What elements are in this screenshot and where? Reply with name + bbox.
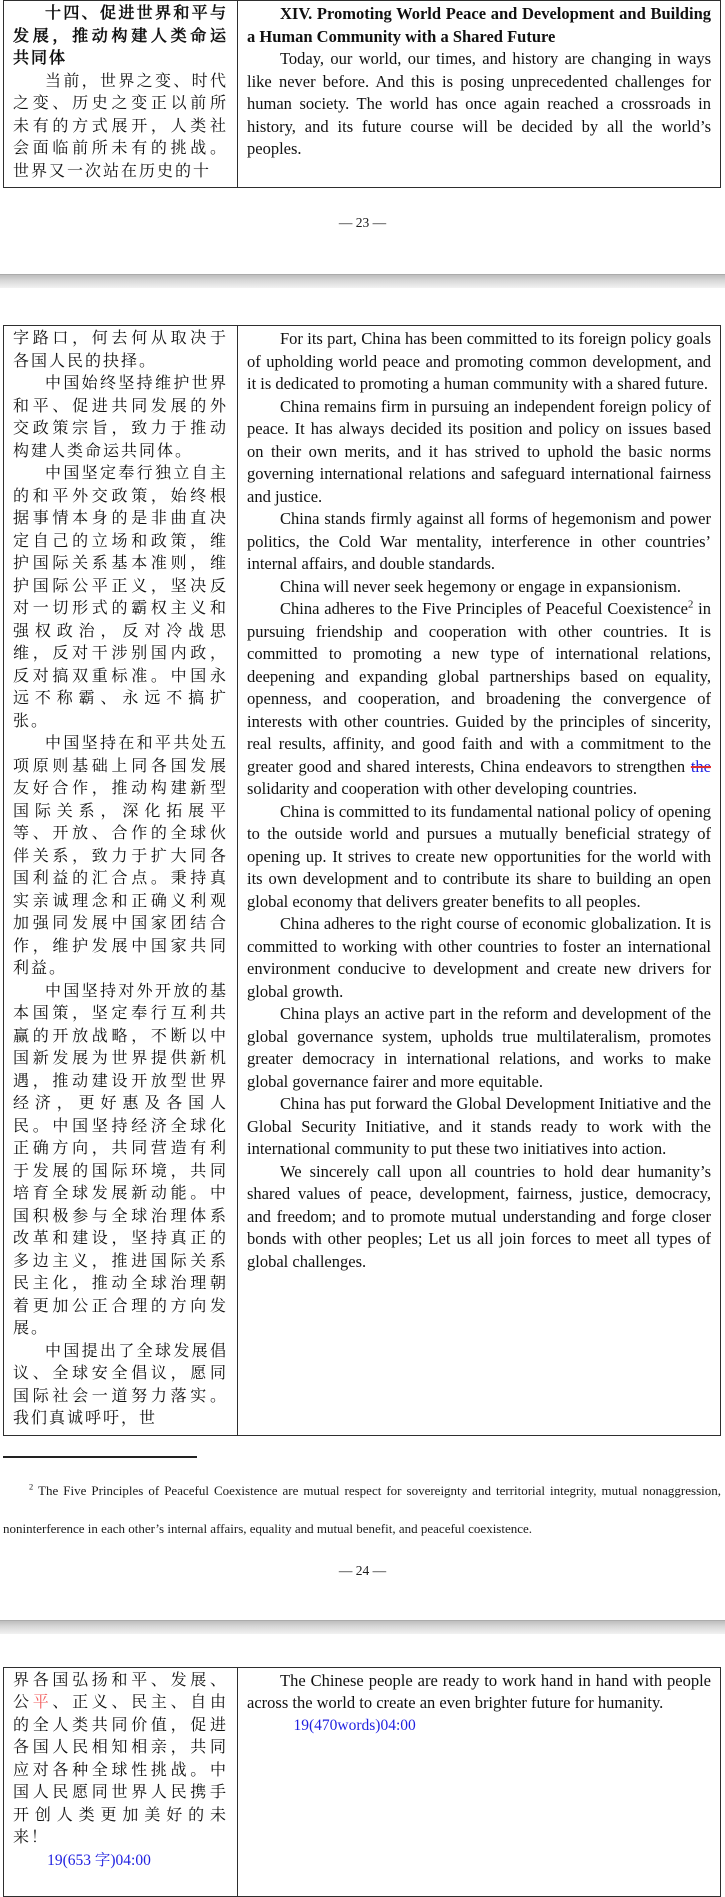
chinese-column-page23 (4, 1, 238, 187)
bilingual-table-page23 (3, 0, 721, 188)
word-count-annotation-en: 19(470words)04:00 (293, 1716, 416, 1734)
paragraph-zh: 中国坚持对外开放的基本国策，坚定奉行互利共赢的开放战略，不断以中国新发展为世界提供新机遇，推动建设开放型世界经济，更好惠及各国人民。中国坚持经济全球化正确方向，共同营造有利于发展的国际环境，共同培育全球发展新动能。中国积极参与全球治理体系改革和建设，坚持真正的多边主义，推进国际关系民主化，推动全球治理朝着更加公正合理的方向发展。 (13, 982, 228, 1337)
section-title-zh: 十四、促进世界和平与发展，推动构建人类命运共同体 (13, 5, 228, 67)
paragraph-en: China stands firmly against all forms of hegemonism and power politics, the Cold War mentality, interference in other countries’ internal affairs, and double standards. (247, 509, 711, 573)
paragraph-en: China plays an active part in the reform and development of the global governance system, upholds true multilateralism, promotes greater democracy in international relations, and works to make global governance fairer and more equitable. (247, 1004, 711, 1091)
page-break-separator (0, 1620, 725, 1634)
word-count-annotation-zh: 19(653 字)04:00 (47, 1851, 151, 1869)
bilingual-table-page24 (3, 325, 721, 1436)
text-run: 、正义、民主、自由的全人类共同价值，促进各国人民相知相亲，共同应对各种全球性挑战。中国人民愿同世界人民携手开创人类更加美好的未来！ (13, 1694, 228, 1846)
text-run: 界各国弘扬和平、发展、公 (13, 1671, 228, 1711)
paragraph-en: For its part, China has been committed to its foreign policy goals of upholding world peace and promoting common development, and it is dedicated to promoting a human community with a shared future. (247, 329, 711, 393)
chinese-column-page24 (4, 326, 238, 1435)
paragraph-en: China will never seek hegemony or engage in expansionism. (280, 576, 681, 596)
paragraph-zh: 中国坚定奉行独立自主的和平外交政策，始终根据事情本身的是非曲直决定自己的立场和政策，维护国际关系基本准则，维护国际公平正义，坚决反对一切形式的霸权主义和强权政治，反对冷战思维，反对干涉别国内政，反对搞双重标准。中国永远不称霸、永远不搞扩张。 (13, 465, 228, 730)
text-run: China adheres to the Five Principles of Peaceful Coexistence (280, 599, 688, 618)
page-number-24: — 24 — (338, 1562, 387, 1578)
text-run: in pursuing friendship and cooperation with other countries. It is committed to promoting a new type of international relations, deepening and expanding global partnerships based on equality, openness, and cooperation, and broadening the convergence of interests with other countries. Guided by the principles of sincerity, real results, affinity, and good faith and with a commitment to the greater good and shared interests, China endeavors to strengthen (247, 599, 711, 776)
corrected-character-red: 平 (32, 1694, 53, 1711)
footnote-body: The Five Principles of Peaceful Coexistence are mutual respect for sovereignty and territorial integrity, mutual nonaggression, noninterference in each other’s internal affairs, equality and mutual benefit, and peaceful coexistence. (3, 1482, 721, 1536)
english-column-page23 (238, 1, 720, 187)
paragraph-zh: 当前，世界之变、时代之变、历史之变正以前所未有的方式展开，人类社会面临前所未有的挑战。世界又一次站在历史的十 (13, 72, 228, 180)
paragraph-en: China is committed to its fundamental national policy of opening to the outside world and pursues a mutually beneficial strategy of opening up. It strives to create new opportunities for the world with its own development and to contribute its share to building an open global economy that delivers greater benefits to all peoples. (247, 801, 711, 911)
english-column-page25 (238, 1668, 720, 1896)
paragraph-zh: 中国始终坚持维护世界和平、促进共同发展的外交政策宗旨，致力于推动构建人类命运共同体。 (13, 375, 228, 460)
page-break-separator (0, 274, 725, 288)
paragraph-en: China adheres to the right course of economic globalization. It is committed to working with other countries to foster an international environment conducive to development and create new drivers for global growth. (247, 914, 711, 1001)
paragraph-zh: 中国提出了全球发展倡议、全球安全倡议，愿同国际社会一道努力落实。我们真诚呼吁，世 (13, 1342, 228, 1427)
paragraph-zh: 字路口，何去何从取决于各国人民的抉择。 (13, 330, 228, 370)
bilingual-table-page25 (3, 1667, 721, 1897)
paragraph-zh-with-correction (13, 1670, 228, 1850)
paragraph-en: We sincerely call upon all countries to hold dear humanity’s shared values of peace, development, fairness, justice, democracy, and freedom; and to promote mutual understanding and forge closer bonds with other peoples; Let us all join forces to meet all types of global challenges. (247, 1161, 711, 1271)
footnote-reference-2: 2 (687, 598, 694, 611)
text-run: solidarity and cooperation with other developing countries. (247, 779, 637, 798)
english-column-page24 (238, 326, 720, 1435)
footnote-separator-rule (3, 1456, 197, 1458)
page-number-23: — 23 — (338, 215, 387, 230)
paragraph-en: The Chinese people are ready to work hand in hand with people across the world to create an even brighter future for humanity. (247, 1670, 711, 1712)
footnote-text (3, 1472, 721, 1548)
section-title-en: XIV. Promoting World Peace and Development and Building a Human Community with a Shared Future (247, 4, 711, 46)
chinese-column-page25 (4, 1668, 238, 1896)
tracked-deletion-word: the (690, 756, 711, 776)
footnote-marker-2: 2 (29, 1481, 34, 1492)
paragraph-en: China remains firm in pursuing an independent foreign policy of peace. It has always decided its position and policy on issues based on their own merits, and it has strived to uphold the basic norms governing international relations and safeguard international fairness and justice. (247, 396, 711, 506)
paragraph-en: Today, our world, our times, and history are changing in ways like never before. And this is posing unprecedented challenges for human society. The world has once again reached a crossroads in history, and its future course will be decided by all the world’s peoples. (247, 49, 711, 158)
paragraph-zh: 中国坚持在和平共处五项原则基础上同各国发展友好合作，推动构建新型国际关系，深化拓展平等、开放、合作的全球伙伴关系，致力于扩大同各国利益的汇合点。秉持真实亲诚理念和正确义利观加强同发展中国家团结合作，维护发展中国家共同利益。 (13, 735, 228, 977)
paragraph-en-with-deletion (247, 598, 711, 801)
paragraph-en: China has put forward the Global Development Initiative and the Global Security Initiative, and it stands ready to work with the international community to put these two initiatives into action. (247, 1094, 711, 1158)
